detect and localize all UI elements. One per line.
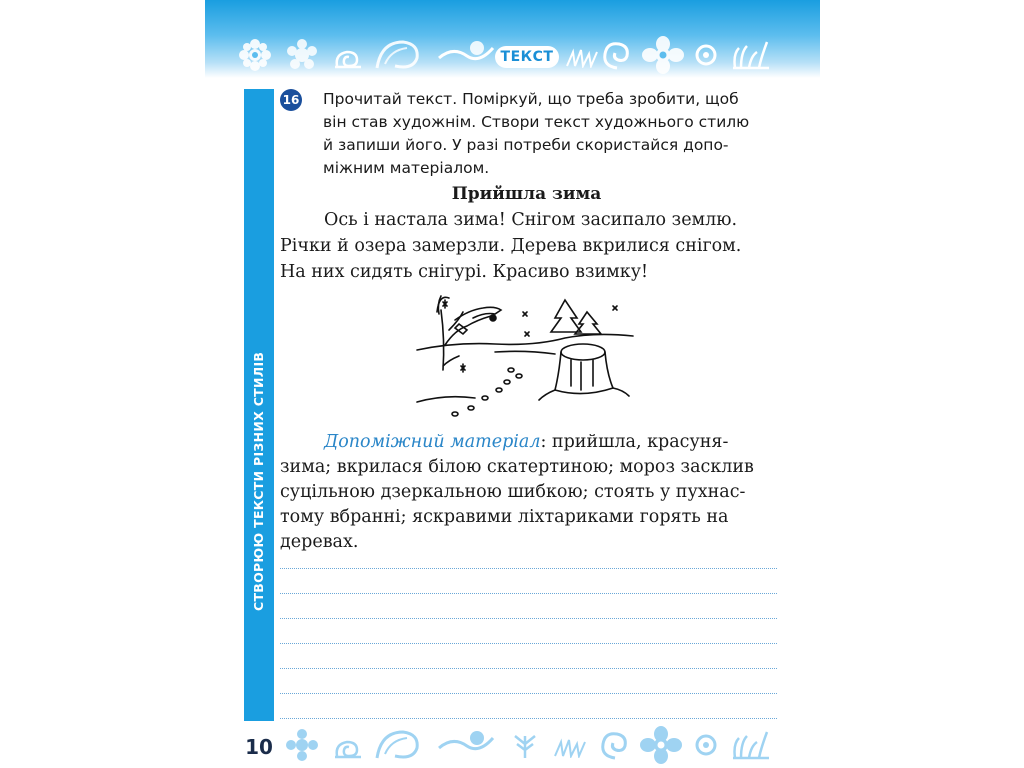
- side-section-label: СТВОРЮЮ ТЕКСТИ РІЗНИХ СТИЛІВ: [251, 351, 266, 611]
- grass-icon: [553, 736, 587, 758]
- leaf-icon: [373, 38, 423, 72]
- helper-line: тому вбранні; яскравими ліхтариками горять на: [280, 507, 729, 527]
- side-section-bar: [244, 89, 274, 721]
- leaf-icon: [373, 728, 423, 762]
- swirl-icon: [599, 730, 631, 760]
- grass-icon: [731, 38, 771, 70]
- grass-icon: [565, 46, 599, 68]
- writing-line[interactable]: [280, 669, 777, 694]
- bottom-ornament-strip: [205, 724, 820, 768]
- helper-material: [280, 430, 777, 555]
- task-line: він став художнім. Створи текст художнього стилю: [323, 113, 750, 131]
- grass-icon: [505, 730, 545, 760]
- flower-icon: [639, 726, 683, 764]
- winter-scene-illustration: [415, 290, 635, 420]
- grass-icon: [731, 728, 771, 760]
- workbook-page: [205, 0, 820, 768]
- task-line: Прочитай текст. Поміркуй, що треба зробити, щоб: [323, 90, 739, 108]
- flower-icon: [237, 38, 273, 72]
- sun-icon: [693, 732, 719, 758]
- writing-area[interactable]: [280, 568, 777, 719]
- writing-line[interactable]: [280, 619, 777, 644]
- helper-first-line: [280, 430, 777, 455]
- task-line: міжним матеріалом.: [323, 159, 490, 177]
- flower-icon: [641, 36, 685, 74]
- writing-line[interactable]: [280, 644, 777, 669]
- snail-icon: [333, 734, 363, 760]
- story-text: [280, 207, 777, 285]
- writing-line[interactable]: [280, 569, 777, 594]
- story-line: Річки й озера замерзли. Дерева вкрилися снігом.: [280, 236, 742, 256]
- writing-line[interactable]: [280, 594, 777, 619]
- task-instructions: [323, 88, 773, 180]
- story-line: На них сидять снігурі. Красиво взимку!: [280, 262, 649, 282]
- section-title: ТЕКСТ: [495, 46, 559, 68]
- writing-line[interactable]: [280, 694, 777, 719]
- task-number-badge: 16: [280, 89, 302, 111]
- page-number: 10: [245, 735, 273, 759]
- helper-line: суцільною дзеркальною шибкою; стоять у пухнас-: [280, 482, 746, 502]
- snail-icon: [333, 44, 363, 70]
- flower-icon: [285, 728, 319, 762]
- task-line: й запиши його. У разі потреби скористайся допо-: [323, 136, 729, 154]
- helper-label: Допоміжний матеріал: [324, 432, 541, 452]
- helper-line: деревах.: [280, 532, 359, 552]
- story-line: Ось і настала зима! Снігом засипало землю.: [324, 210, 738, 230]
- bird-icon: [437, 728, 497, 762]
- bird-icon: [437, 38, 497, 72]
- sun-icon: [693, 42, 719, 68]
- helper-line-rest: : прийшла, красуня-: [540, 432, 729, 452]
- swirl-icon: [601, 40, 633, 70]
- flower-icon: [285, 39, 319, 71]
- story-title: Прийшла зима: [451, 184, 602, 204]
- helper-line: зима; вкрилася білою скатертиною; мороз засклив: [280, 457, 754, 477]
